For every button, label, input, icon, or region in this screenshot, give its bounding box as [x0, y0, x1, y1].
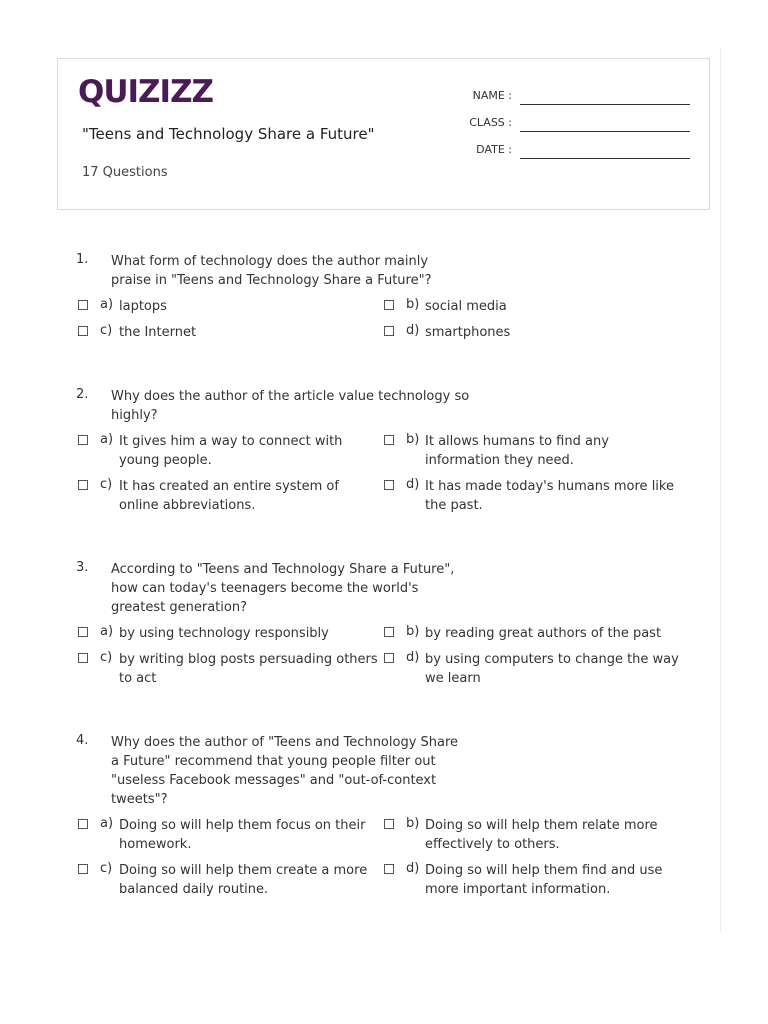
option-text: Doing so will help them focus on their homework. [119, 818, 366, 852]
class-label: CLASS : [469, 116, 512, 129]
checkbox-icon[interactable] [384, 300, 394, 310]
option-letter: d) [406, 861, 420, 876]
question-number: 1. [76, 252, 89, 267]
option-letter: a) [100, 297, 114, 312]
option-letter: b) [406, 624, 420, 639]
name-label: NAME : [472, 89, 512, 102]
option-text: social media [425, 299, 507, 314]
option-text: Doing so will help them relate more effectively to others. [425, 818, 658, 852]
date-label: DATE : [476, 143, 512, 156]
question-number: 2. [76, 387, 89, 402]
option-text: It gives him a way to connect with young people. [119, 434, 343, 468]
option-letter: d) [406, 650, 420, 665]
question-number: 4. [76, 733, 89, 748]
checkbox-icon[interactable] [384, 480, 394, 490]
checkbox-icon[interactable] [78, 819, 88, 829]
option-text: laptops [119, 299, 167, 314]
checkbox-icon[interactable] [78, 864, 88, 874]
checkbox-icon[interactable] [78, 300, 88, 310]
option-text: It has made today's humans more like the past. [425, 479, 674, 513]
checkbox-icon[interactable] [384, 627, 394, 637]
option-letter: c) [100, 323, 113, 338]
question-count: 17 Questions [82, 165, 168, 180]
checkbox-icon[interactable] [384, 435, 394, 445]
option-text: Doing so will help them create a more balanced daily routine. [119, 863, 368, 897]
option-letter: b) [406, 432, 420, 447]
checkbox-icon[interactable] [78, 480, 88, 490]
option-letter: c) [100, 477, 113, 492]
checkbox-icon[interactable] [78, 627, 88, 637]
date-line[interactable] [520, 158, 690, 159]
option-letter: b) [406, 297, 420, 312]
question-text: Why does the author of "Teens and Technology Share a Future" recommend that young people filter out "useless Facebook messages" and "out-of-context tweets"? [111, 735, 459, 807]
question-text: According to "Teens and Technology Share a Future", how can today's teenagers become the world's greatest generation? [111, 562, 455, 615]
option-letter: a) [100, 624, 114, 639]
checkbox-icon[interactable] [78, 653, 88, 663]
checkbox-icon[interactable] [78, 435, 88, 445]
option-text: It has created an entire system of online abbreviations. [119, 479, 339, 513]
option-letter: b) [406, 816, 420, 831]
option-text: by writing blog posts persuading others to act [119, 652, 378, 686]
name-field[interactable] [458, 89, 690, 109]
class-line[interactable] [520, 131, 690, 132]
name-line[interactable] [520, 104, 690, 105]
class-field[interactable] [458, 116, 690, 136]
option-text: It allows humans to find any information they need. [425, 434, 609, 468]
option-text: by using computers to change the way we learn [425, 652, 679, 686]
quizizz-logo: QUIZIZZ [78, 74, 214, 110]
worksheet-header [57, 58, 710, 210]
question-text: What form of technology does the author mainly praise in "Teens and Technology Share a Future"? [111, 254, 432, 288]
option-text: the Internet [119, 325, 197, 340]
question-text: Why does the author of the article value technology so highly? [111, 389, 470, 423]
checkbox-icon[interactable] [384, 864, 394, 874]
option-text: smartphones [425, 325, 511, 340]
option-letter: a) [100, 816, 114, 831]
option-letter: c) [100, 861, 113, 876]
checkbox-icon[interactable] [78, 326, 88, 336]
option-letter: d) [406, 477, 420, 492]
checkbox-icon[interactable] [384, 653, 394, 663]
worksheet-title: "Teens and Technology Share a Future" [82, 125, 375, 143]
question-number: 3. [76, 560, 89, 575]
checkbox-icon[interactable] [384, 326, 394, 336]
option-letter: d) [406, 323, 420, 338]
option-letter: c) [100, 650, 113, 665]
option-letter: a) [100, 432, 114, 447]
option-text: by reading great authors of the past [425, 626, 662, 641]
option-text: Doing so will help them find and use more important information. [425, 863, 663, 897]
checkbox-icon[interactable] [384, 819, 394, 829]
date-field[interactable] [458, 143, 690, 163]
option-text: by using technology responsibly [119, 626, 329, 641]
page-edge-rule [720, 48, 721, 932]
